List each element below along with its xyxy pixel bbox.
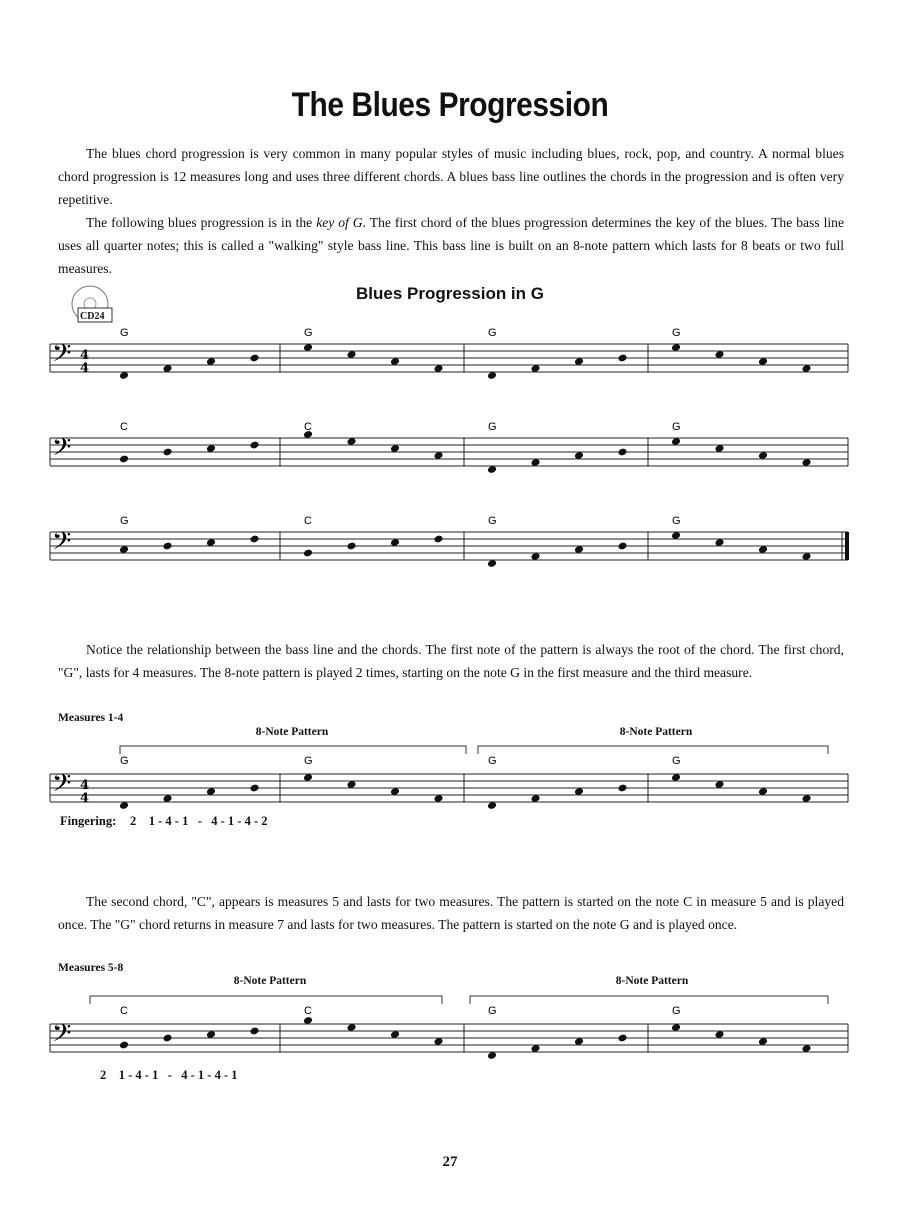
chord-symbol: G [488, 327, 497, 339]
chord-symbol: G [304, 327, 313, 339]
note-head [119, 455, 129, 464]
example1-label: Measures 1-4 [58, 712, 124, 724]
pattern-bracket [120, 746, 466, 754]
example1-pattern-label-1: 8-Note Pattern [255, 726, 329, 738]
page-title: The Blues Progression [291, 86, 609, 124]
bass-clef-icon: 𝄢 [52, 339, 72, 374]
example1-pattern-label-2: 8-Note Pattern [619, 726, 693, 738]
note-head [119, 1041, 129, 1050]
example2-pattern-label-1: 8-Note Pattern [233, 975, 307, 987]
note-head [346, 542, 356, 551]
second-chord-text [58, 890, 844, 936]
note-head [249, 354, 259, 363]
example2-pattern-label-2: 8-Note Pattern [615, 975, 689, 987]
note-head [249, 1027, 259, 1036]
pattern-bracket [90, 996, 442, 1004]
bass-clef-icon: 𝄢 [52, 1019, 72, 1054]
note-head [617, 448, 627, 457]
time-signature: 4 [80, 778, 90, 793]
note-head [617, 784, 627, 793]
note-head [162, 1034, 172, 1043]
chord-symbol: G [672, 755, 681, 767]
cd-track-label: CD24 [80, 311, 105, 322]
pattern-bracket [478, 746, 828, 754]
staff-row-3 [50, 514, 850, 584]
example2-fingering: 2 1 - 4 - 1 - 4 - 1 - 4 - 1 [100, 1068, 238, 1082]
note-head [433, 535, 443, 544]
chord-symbol: G [120, 755, 129, 767]
second-chord-paragraph: The second chord, "C", appears is measures 5 and lasts for two measures. The pattern is started on the note C in measure 5 and is played once. The "G" chord returns in measure 7 and lasts for two measures. The pattern is started on the note G and is played once. [58, 894, 844, 932]
relationship-text [58, 638, 844, 684]
chord-symbol: G [120, 327, 129, 339]
note-head [617, 1034, 627, 1043]
intro-paragraph-1: The blues chord progression is very common in many popular styles of music including blues, rock, pop, and country. A normal blues chord progression is 12 measures long and uses three different chords. A blues bass line outlines the chords in the progression and is often very repetitive. [58, 146, 844, 207]
note-head [617, 354, 627, 363]
chord-symbol: G [488, 515, 497, 527]
bass-clef-icon: 𝄢 [52, 527, 72, 562]
chord-symbol: G [120, 515, 129, 527]
relationship-paragraph: Notice the relationship between the bass line and the chords. The first note of the pattern is always the root of the chord. The first chord, "G", lasts for 4 measures. The 8-note pattern is played 2 times, starting on the note G in the first measure and the third measure. [58, 642, 844, 680]
note-head [617, 542, 627, 551]
chord-symbol: C [304, 1005, 312, 1017]
chord-symbol: C [304, 515, 312, 527]
note-head [162, 542, 172, 551]
staff-row-2 [50, 420, 850, 490]
example1-fingering: 2 1 - 4 - 1 - 4 - 1 - 4 - 2 [130, 814, 268, 828]
chord-symbol: G [304, 755, 313, 767]
time-signature: 4 [80, 361, 90, 376]
progression-title: Blues Progression in G [356, 284, 544, 303]
intro-text [58, 142, 844, 280]
chord-symbol: C [120, 421, 128, 433]
note-head [162, 448, 172, 457]
time-signature: 4 [80, 791, 90, 806]
bass-clef-icon: 𝄢 [52, 433, 72, 468]
chord-symbol: G [488, 421, 497, 433]
note-head [303, 549, 313, 558]
intro-paragraph-2: The following blues progression is in the key of G. The first chord of the blues progression determines the key of the blues. The bass line uses all quarter notes; this is called a "walking" style bass line. This bass line is built on an 8-note pattern which lasts for 8 beats or two full measures. [58, 215, 844, 276]
staff-row-1 [50, 326, 850, 396]
example1-fingering-label: Fingering: [60, 814, 117, 828]
example1-staff [50, 740, 850, 820]
note-head [249, 784, 259, 793]
example2-label: Measures 5-8 [58, 962, 124, 974]
chord-symbol: G [488, 755, 497, 767]
chord-symbol: G [672, 421, 681, 433]
chord-symbol: G [672, 1005, 681, 1017]
chord-symbol: C [120, 1005, 128, 1017]
time-signature: 4 [80, 348, 90, 363]
chord-symbol: G [672, 515, 681, 527]
chord-symbol: G [488, 1005, 497, 1017]
example2-staff [50, 990, 850, 1070]
pattern-bracket [470, 996, 828, 1004]
note-head [249, 441, 259, 450]
page-number: 27 [442, 1154, 458, 1170]
bass-clef-icon: 𝄢 [52, 769, 72, 804]
note-head [249, 535, 259, 544]
chord-symbol: C [304, 421, 312, 433]
chord-symbol: G [672, 327, 681, 339]
